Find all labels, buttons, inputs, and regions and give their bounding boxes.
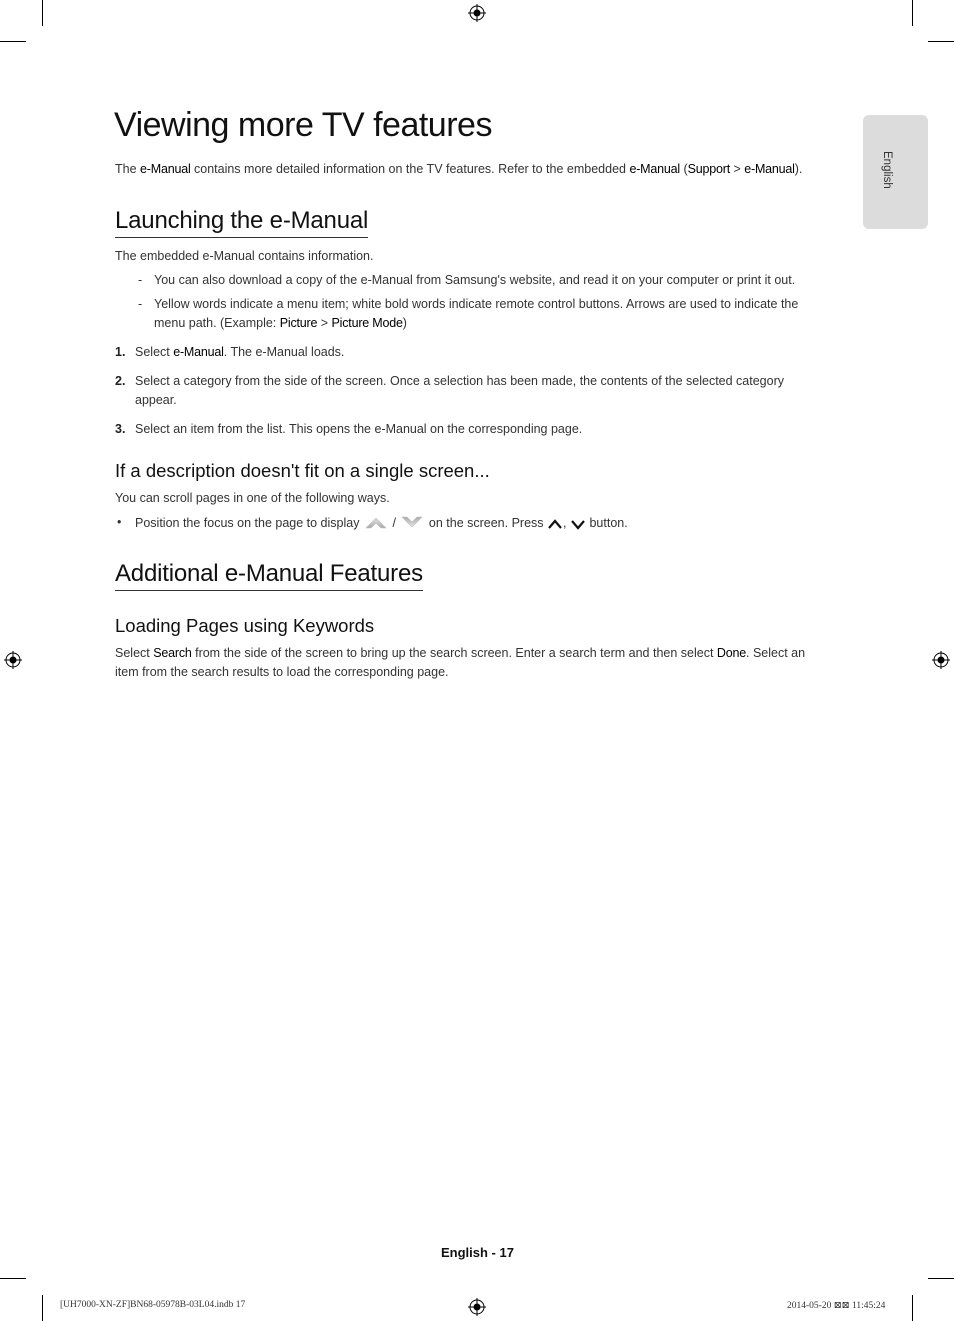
registration-mark-icon [468, 4, 486, 22]
scroll-bullet-text [135, 513, 628, 533]
menu-keyword: e-Manual [744, 162, 795, 176]
note-colors-line1: Yellow words indicate a menu item; white bold words indicate remote control buttons. Arrows are used to indicate the [154, 297, 799, 311]
bullet-text: Position the focus on the page to display [135, 516, 360, 530]
menu-keyword: Search [153, 646, 192, 660]
menu-keyword: e-Manual [629, 162, 680, 176]
keywords-line1 [115, 644, 805, 663]
crop-mark [0, 1278, 26, 1279]
intro-text: ( [679, 162, 688, 176]
intro-paragraph [115, 160, 802, 179]
up-button-icon [547, 517, 563, 531]
step-number: 1. [115, 345, 126, 359]
menu-keyword: e-Manual [173, 345, 224, 359]
scroll-up-arrow-icon [363, 513, 389, 531]
language-tab [863, 115, 928, 229]
step-text: Select [135, 345, 174, 359]
step-text: . The e-Manual loads. [223, 345, 345, 359]
print-slug-right: 2014-05-20 ⊠⊠ 11:45:24 [787, 1301, 886, 1311]
menu-keyword: Done [716, 646, 746, 660]
note-text: ) [402, 316, 407, 330]
step-number: 2. [115, 374, 126, 388]
intro-text: ). [794, 162, 803, 176]
keywords-text: . Select an [746, 646, 806, 660]
intro-text: The [115, 162, 141, 176]
scroll-down-arrow-icon [399, 513, 425, 531]
registration-mark-icon [468, 1298, 486, 1316]
crop-mark [0, 41, 26, 42]
step-number: 3. [115, 422, 126, 436]
menu-keyword: Picture [279, 316, 318, 330]
language-tab-label: English [881, 151, 893, 189]
down-button-icon [570, 517, 586, 531]
page-number: English - 17 [441, 1245, 514, 1260]
section-heading-additional: Additional e-Manual Features [115, 560, 423, 591]
intro-text: contains more detailed information on the TV features. Refer to the embedded [190, 162, 630, 176]
crop-mark [928, 1278, 954, 1279]
crop-mark [928, 41, 954, 42]
bullet-text: / [392, 516, 396, 530]
crop-mark [42, 1295, 43, 1321]
intro-text: > [730, 162, 745, 176]
print-slug-left: [UH7000-XN-ZF]BN68-05978B-03L04.indb 17 [60, 1300, 246, 1310]
step-1-text [135, 343, 344, 362]
subsection-heading-keywords: Loading Pages using Keywords [115, 615, 375, 636]
registration-mark-icon [932, 651, 950, 669]
bullet: • [117, 515, 122, 529]
subsection-heading-scroll: If a description doesn't fit on a single screen... [115, 460, 490, 481]
launching-lead: The embedded e-Manual contains information. [115, 249, 374, 263]
note-dash: - [138, 273, 143, 287]
bullet-text: button. [589, 516, 628, 530]
step-3-text: Select an item from the list. This opens the e-Manual on the corresponding page. [135, 422, 583, 436]
keywords-text: from the side of the screen to bring up the search screen. Enter a search term and then select [191, 646, 717, 660]
step-2-line1: Select a category from the side of the screen. Once a selection has been made, the contents of the selected category [135, 374, 784, 388]
note-text: > [317, 316, 332, 330]
menu-keyword: Support [687, 162, 730, 176]
step-2-line2: appear. [135, 393, 177, 407]
keywords-line2: item from the search results to load the corresponding page. [115, 665, 449, 679]
bullet-text: , [563, 516, 567, 530]
keywords-text: Select [115, 646, 154, 660]
page-title: Viewing more TV features [114, 106, 492, 144]
crop-mark [912, 0, 913, 26]
registration-mark-icon [4, 651, 22, 669]
note-download: You can also download a copy of the e-Manual from Samsung's website, and read it on your computer or print it out. [154, 273, 796, 287]
note-colors-line2 [154, 314, 407, 333]
menu-keyword: Picture Mode [331, 316, 403, 330]
note-text: menu path. (Example: [154, 316, 280, 330]
note-dash: - [138, 297, 143, 311]
menu-keyword: e-Manual [140, 162, 191, 176]
section-heading-launching: Launching the e-Manual [115, 207, 368, 238]
crop-mark [42, 0, 43, 26]
scroll-lead: You can scroll pages in one of the following ways. [115, 491, 390, 505]
crop-mark [912, 1295, 913, 1321]
bullet-text: on the screen. Press [428, 516, 544, 530]
